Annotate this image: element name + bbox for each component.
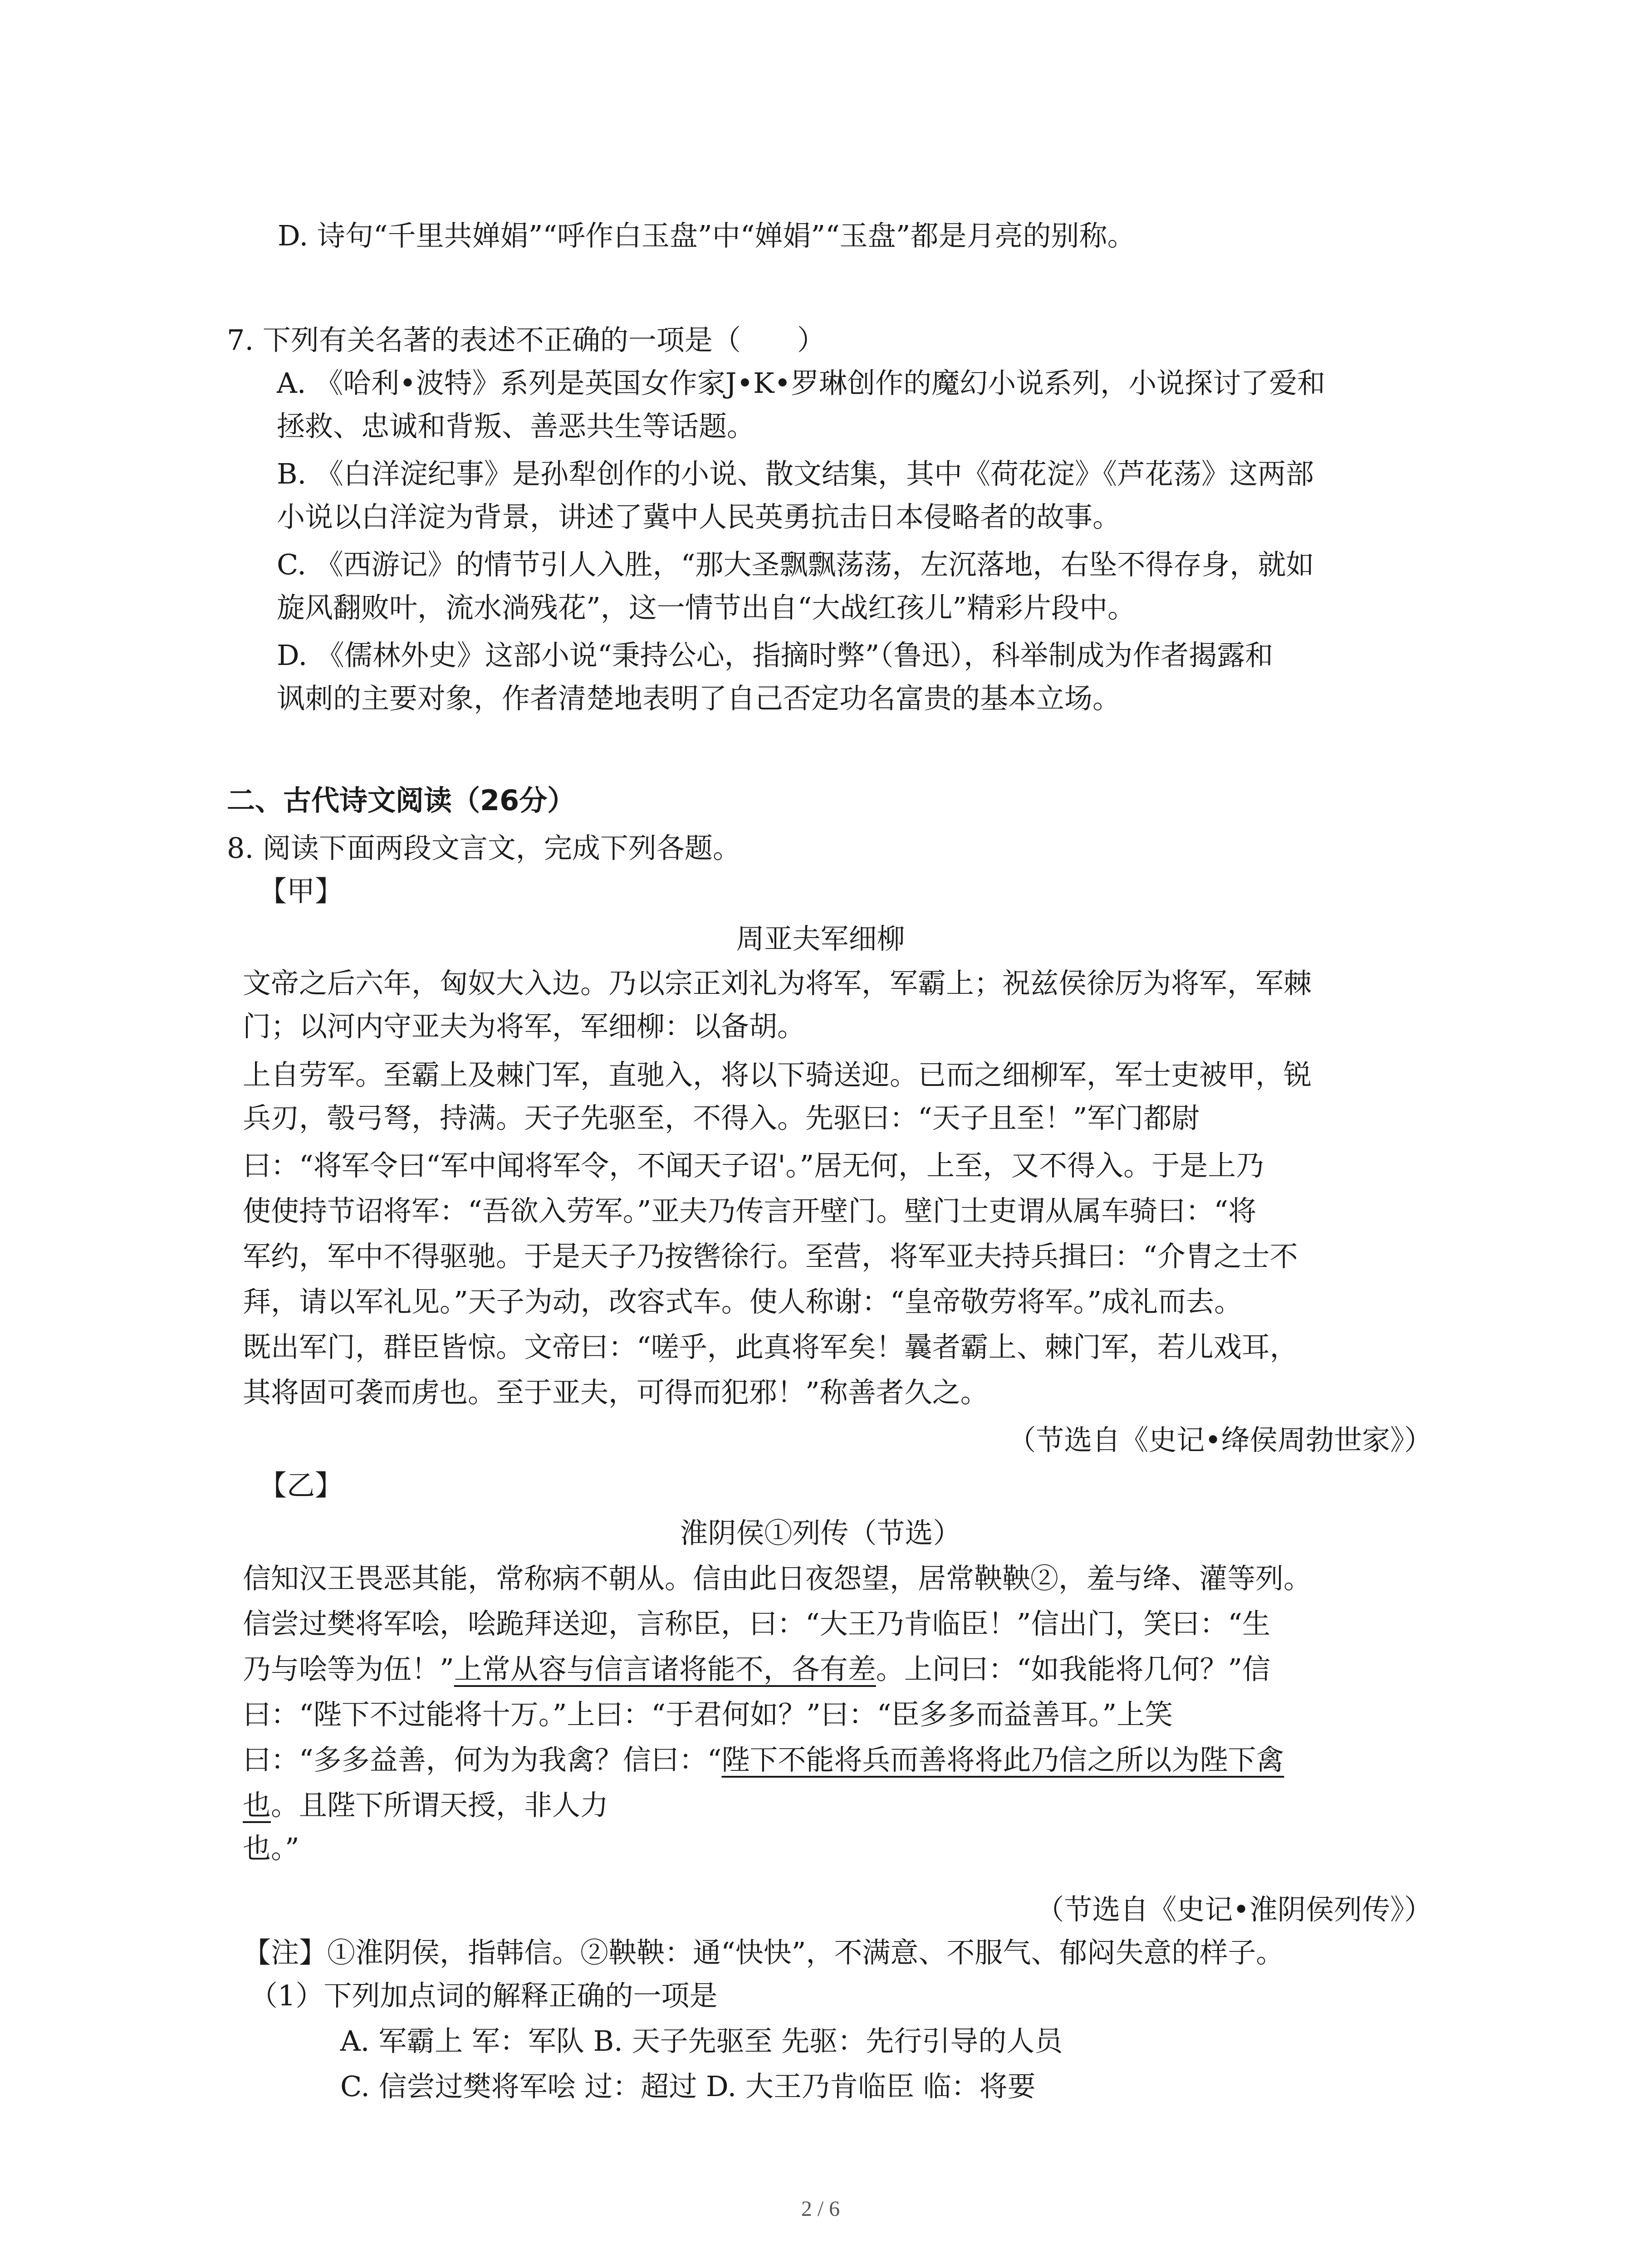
jia-line: 文帝之后六年，匈奴大入边。乃以宗正刘礼为将军，军霸上；祝兹侯徐厉为将军，军棘 <box>243 967 1312 1000</box>
jia-line: 既出军门，群臣皆惊。文帝曰：“嗟乎，此真将军矣！曩者霸上、棘门军，若儿戏耳， <box>243 1330 1298 1364</box>
yi-line-6 <box>243 1787 608 1823</box>
yi-line-3-end: 。上问曰：“如我能将几何？”信 <box>876 1652 1271 1686</box>
q7-option-c-line1: C. 《西游记》的情节引人入胜，“那大圣飘飘荡荡，左沉落地，右坠不得存身，就如 <box>277 548 1314 581</box>
q7-option-b-line2: 小说以白洋淀为背景，讲述了冀中人民英勇抗击日本侵略者的故事。 <box>277 500 1121 533</box>
yi-line-3 <box>243 1651 1270 1687</box>
sub-question-1-options-ab: A. 军霸上 军：军队 B. 天子先驱至 先驱：先行引导的人员 <box>340 2024 1063 2058</box>
yi-line-2: 信尝过樊将军哙，哙跪拜送迎，言称臣，曰：“大王乃肯临臣！”信出门，笑曰：“生 <box>243 1607 1271 1640</box>
yi-line-5-start: 曰：“多多益善，何为为我禽？信曰：“ <box>243 1743 722 1776</box>
page-number: 2 / 6 <box>801 2197 840 2221</box>
q7-option-b-line1: B. 《白洋淀纪事》是孙犁创作的小说、散文结集，其中《荷花淀》《芦花荡》这两部 <box>277 457 1314 490</box>
q8-stem: 8. 阅读下面两段文言文，完成下列各题。 <box>227 831 741 865</box>
sub-question-1-stem: （1）下列加点词的解释正确的一项是 <box>250 1979 718 2012</box>
section-heading: 二、古代诗文阅读（26分） <box>227 784 576 817</box>
passage-jia-label: 【甲】 <box>259 875 343 908</box>
q6-option-d: D. 诗句“千里共婵娟”“呼作白玉盘”中“婵娟”“玉盘”都是月亮的别称。 <box>278 219 1136 252</box>
yi-line-3-start: 乃与哙等为伍！” <box>243 1652 454 1686</box>
jia-line: 兵刃，彀弓弩，持满。天子先驱至，不得入。先驱曰：“天子且至！”军门都尉 <box>243 1101 1200 1134</box>
q7-stem: 7. 下列有关名著的表述不正确的一项是（ ） <box>227 323 825 357</box>
jia-line: 其将固可袭而虏也。至于亚夫，可得而犯邪！”称善者久之。 <box>243 1376 989 1409</box>
jia-line: 曰：“将军令曰“军中闻将军令，不闻天子诏'。”居无何，上至，又不得入。于是上乃 <box>243 1149 1264 1182</box>
yi-line-4: 曰：“陛下不过能将十万。”上曰：“于君何如？”曰：“臣多多而益善耳。”上笑 <box>243 1698 1173 1731</box>
annotation-note: 【注】①淮阴侯，指韩信。②鞅鞅：通“快快”，不满意、不服气、郁闷失意的样子。 <box>243 1936 1284 1969</box>
q7-option-d-line2: 讽刺的主要对象，作者清楚地表明了自己否定功名富贵的基本立场。 <box>277 682 1121 715</box>
jia-line: 门；以河内守亚夫为将军，军细柳：以备胡。 <box>243 1010 806 1043</box>
q7-option-d-line1: D. 《儒林外史》这部小说“秉持公心，指摘时弊”（鲁迅），科举制成为作者揭露和 <box>277 639 1274 672</box>
passage-yi-source: （节选自《史记•淮阴侯列传》） <box>1036 1893 1432 1926</box>
q7-option-a-line1: A. 《哈利•波特》系列是英国女作家J•K•罗琳创作的魔幻小说系列，小说探讨了爱和 <box>277 367 1326 400</box>
underlined-sentence-2-end: 也 <box>243 1789 271 1822</box>
passage-jia-title: 周亚夫军细柳 <box>736 922 905 955</box>
yi-line-7: 也。” <box>243 1832 299 1865</box>
jia-line: 上自劳军。至霸上及棘门军，直驰入，将以下骑送迎。已而之细柳军，军士吏被甲，锐 <box>243 1058 1312 1091</box>
underlined-sentence-1: 上常从容与信言诸将能不，各有差 <box>454 1652 876 1686</box>
jia-line: 使使持节诏将军：“吾欲入劳军。”亚夫乃传言开壁门。壁门士吏谓从属车骑曰：“将 <box>243 1194 1257 1227</box>
q7-option-a-line2: 拯救、忠诚和背叛、善恶共生等话题。 <box>277 410 755 443</box>
yi-line-6-end: 。且陛下所谓天授，非人力 <box>271 1789 609 1822</box>
q7-option-c-line2: 旋风翻败叶，流水淌残花”，这一情节出自“大战红孩儿”精彩片段中。 <box>277 591 1136 624</box>
jia-line: 军约，军中不得驱驰。于是天子乃按辔徐行。至营，将军亚夫持兵揖曰：“介胄之士不 <box>243 1240 1298 1273</box>
yi-line-5 <box>243 1742 1284 1778</box>
passage-jia-source: （节选自《史记•绛侯周勃世家》） <box>1008 1423 1432 1457</box>
yi-line-1: 信知汉王畏恶其能，常称病不朝从。信由此日夜怨望，居常鞅鞅②，羞与绛、灌等列。 <box>243 1562 1312 1595</box>
passage-yi-label: 【乙】 <box>259 1469 343 1502</box>
passage-yi-title: 淮阴侯①列传（节选） <box>680 1516 961 1549</box>
sub-question-1-options-cd: C. 信尝过樊将军哙 过：超过 D. 大王乃肯临臣 临：将要 <box>340 2070 1036 2103</box>
underlined-sentence-2: 陛下不能将兵而善将将此乃信之所以为陛下禽 <box>721 1743 1284 1776</box>
jia-line: 拜，请以军礼见。”天子为动，改容式车。使人称谢：“皇帝敬劳将军。”成礼而去。 <box>243 1285 1243 1318</box>
